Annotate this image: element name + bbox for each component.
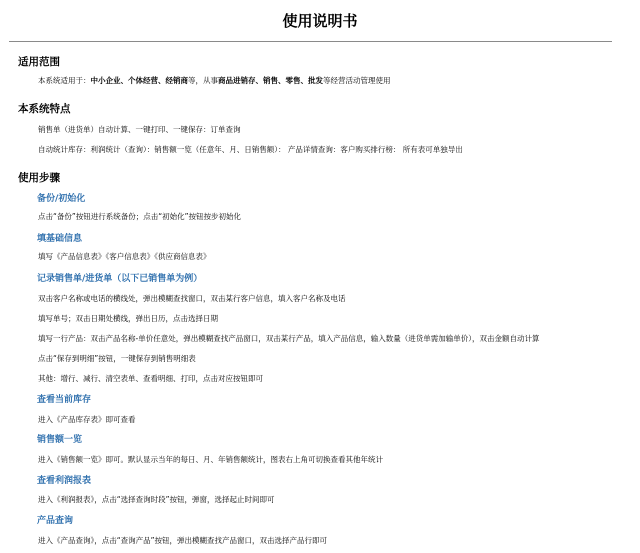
stock-heading: 查看当前库存 — [37, 395, 92, 405]
product-query-heading: 产品查询 — [37, 516, 74, 526]
steps-heading: 使用步骤 — [18, 172, 60, 184]
backup-line-1: 点击“备份”按钮进行系统备份；点击“初始化”按钮按步初始化 — [38, 212, 242, 221]
record-line-5: 其他：增行、减行、清空表单、查看明细、打印，点击对应按钮即可 — [38, 374, 263, 383]
backup-heading: 备份/初始化 — [37, 194, 86, 204]
scope-text-b: 中小企业、个体经营、经销商 — [90, 76, 188, 85]
stock-line-1: 进入《产品库存表》即可查看 — [38, 415, 136, 424]
title-divider — [9, 41, 612, 42]
record-heading: 记录销售单/进货单（以下已销售单为例） — [37, 274, 203, 284]
profit-line-1: 进入《利润报表》，点击“选择查询时段”按钮，弹窗，选择起止时间即可 — [38, 495, 275, 504]
record-line-1: 双击客户名称或电话的横线处，弹出模糊查找窗口，双击某行客户信息，填入客户名称及电话 — [38, 294, 346, 303]
profit-heading: 查看利润报表 — [37, 476, 92, 486]
scope-text-d: 商品进销存、销售、零售、批发 — [218, 76, 323, 85]
basic-info-heading: 填基础信息 — [37, 234, 83, 244]
features-heading: 本系统特点 — [18, 103, 71, 115]
features-line-1: 销售单（进货单）自动计算、一键打印、一键保存：订单查询 — [38, 125, 241, 134]
scope-text-e: 等经营活动管理使用 — [323, 76, 391, 85]
scope-text — [38, 76, 391, 86]
record-line-3: 填写一行产品：双击产品名称-单价任意处，弹出模糊查找产品窗口，双击某行产品，填入产品信息，输入数量（进货单需加输单价），双击金额自动计算 — [38, 334, 540, 343]
basic-info-line-1: 填写《产品信息表》《客户信息表》《供应商信息表》 — [38, 252, 211, 261]
page-title: 使用说明书 — [282, 12, 358, 30]
scope-heading: 适用范围 — [18, 56, 60, 68]
scope-text-a: 本系统适用于： — [38, 76, 91, 85]
record-line-4: 点击“保存到明细”按钮，一键保存到销售明细表 — [38, 354, 196, 363]
record-line-2: 填写单号；双击日期处横线，弹出日历，点击选择日期 — [38, 314, 218, 323]
scope-text-c: 等，从事 — [188, 76, 218, 85]
sales-line-1: 进入《销售额一览》即可。默认显示当年的每日、月、年销售额统计，图表右上角可切换查看其他年统计 — [38, 455, 383, 464]
sales-heading: 销售额一览 — [37, 435, 83, 445]
features-line-2: 自动统计库存：利润统计（查询）：销售额一览（任意年、月、日销售额）： 产品详情查询：客户购买排行榜： 所有表可单独导出 — [38, 145, 463, 154]
product-query-line-1: 进入《产品查询》，点击“查询产品”按钮，弹出模糊查找产品窗口，双击选择产品行即可 — [38, 536, 328, 545]
